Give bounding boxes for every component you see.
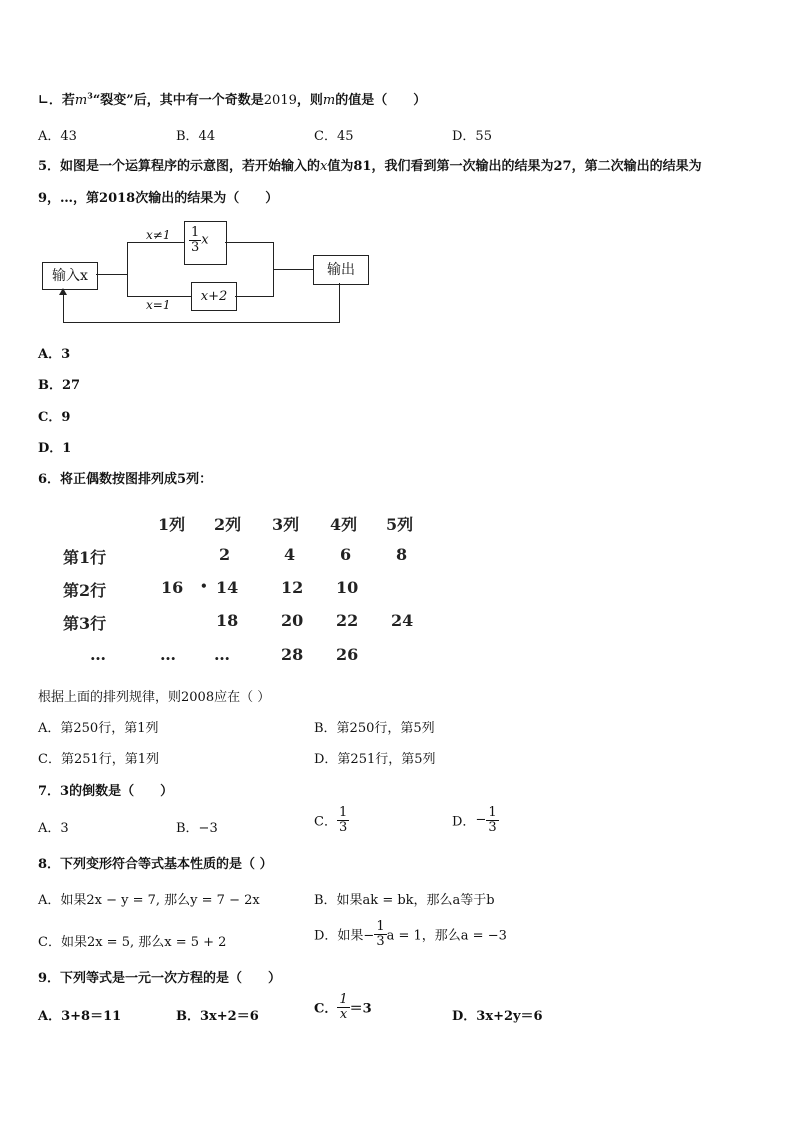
q4-prefix: ∟．若: [38, 93, 75, 108]
q4-option-b[interactable]: B．44: [176, 129, 216, 144]
q4-option-c[interactable]: C．45: [314, 129, 354, 144]
q9-c-frac: [337, 993, 349, 1021]
q4-text-end: 的值是（ ）: [335, 93, 427, 108]
q4-text-mid: “裂变”后，其中有一个奇数是: [92, 93, 264, 108]
q6-dot: •: [200, 579, 208, 593]
flow-frac-den: 3: [191, 239, 200, 255]
q8-option-c[interactable]: C．如果2x = 5, 那么x = 5 + 2: [38, 935, 227, 950]
q9-c-den: x: [339, 1006, 348, 1022]
q8-d-den: 3: [376, 933, 385, 949]
q7-d-num: 1: [488, 805, 497, 820]
q6-cell: 6: [340, 545, 352, 564]
q4-var-m: m: [74, 93, 88, 108]
flow-output-label: 输出: [327, 262, 355, 278]
q6-cell: 2: [219, 545, 231, 564]
q7-d-den: 3: [488, 819, 497, 835]
q6-cell: …: [214, 645, 230, 664]
flow-plus-label: x+2: [200, 289, 228, 304]
q6-cell: 18: [216, 611, 239, 630]
q7-option-c[interactable]: [314, 806, 349, 834]
q9-option-d[interactable]: D．3x+2y＝6: [452, 1009, 543, 1024]
q9-option-b[interactable]: B．3x+2＝6: [176, 1009, 259, 1024]
q8-option-b[interactable]: B．如果ak = bk，那么a等于b: [314, 893, 495, 908]
q6-stem: 6．将正偶数按图排列成5列：: [38, 472, 213, 487]
q8-d-num: 1: [376, 919, 385, 934]
q7-option-c-frac: [337, 806, 349, 834]
q6-cell: 24: [391, 611, 414, 630]
q6-cell: 28: [281, 645, 304, 664]
q8-stem: 8．下列变形符合等式基本性质的是（ ）: [38, 857, 273, 872]
q6-cell: 4: [284, 545, 296, 564]
q4-option-a[interactable]: A．43: [38, 129, 77, 144]
q7-option-d-frac: [486, 806, 498, 834]
flow-cond-ne: x≠1: [146, 228, 171, 242]
q6-col-header-5: 5列: [386, 515, 414, 534]
q6-row-label-3: 第3行: [63, 614, 107, 633]
q5-line1-a: 5．如图是一个运算程序的示意图，若开始输入的: [38, 159, 321, 174]
q5-stem-line2: 9，…，第2018次输出的结果为（ ）: [38, 191, 279, 206]
q7-option-d[interactable]: [452, 806, 499, 834]
q8-option-d[interactable]: [314, 920, 507, 948]
q6-row-label-4: …: [90, 645, 106, 664]
q7-option-b[interactable]: B．−3: [176, 821, 218, 836]
flow-input-label: 输入x: [52, 268, 88, 284]
q5-option-a[interactable]: A．3: [38, 347, 71, 362]
q7-c-num: 1: [338, 805, 348, 820]
q5-option-d[interactable]: D．1: [38, 441, 72, 456]
q6-question: 根据上面的排列规律，则2008应在（ ）: [38, 690, 271, 705]
q4-text-then: ，则: [296, 93, 323, 108]
q5-option-c[interactable]: C．9: [38, 410, 71, 425]
q6-option-a[interactable]: A．第250行，第1列: [38, 721, 159, 736]
q6-cell: 26: [336, 645, 359, 664]
q6-col-header-1: 1列: [158, 515, 186, 534]
q8-d-frac: [374, 920, 386, 948]
q7-stem: 7．3的倒数是（ ）: [38, 784, 174, 799]
q6-cell: 20: [281, 611, 304, 630]
q6-col-header-2: 2列: [214, 515, 242, 534]
flow-frac-num: 1: [191, 225, 200, 240]
q8-d-pre: D．如果−: [314, 928, 375, 944]
q9-c-num: 1: [339, 992, 348, 1007]
flow-frac-var: x: [201, 232, 209, 248]
q6-cell: 10: [336, 578, 359, 597]
q6-option-b[interactable]: B．第250行，第5列: [314, 721, 435, 736]
q6-cell: 16: [161, 578, 184, 597]
q7-option-c-label: C．: [314, 814, 337, 830]
q6-cell: …: [160, 645, 176, 664]
q6-option-c[interactable]: C．第251行，第1列: [38, 752, 160, 767]
q6-row-label-2: 第2行: [63, 581, 107, 600]
q7-option-a[interactable]: A．3: [38, 821, 69, 836]
q4-exp: 3: [87, 90, 93, 101]
q6-col-header-4: 4列: [330, 515, 358, 534]
q9-option-c[interactable]: [314, 993, 372, 1021]
q4-option-d[interactable]: D．55: [452, 129, 492, 144]
flow-cond-eq: x=1: [146, 298, 171, 312]
q9-stem: 9．下列等式是一元一次方程的是（ ）: [38, 971, 282, 986]
q8-d-post: a = 1，那么a = −3: [386, 928, 507, 944]
q6-cell: 14: [216, 578, 239, 597]
q6-option-d[interactable]: D．第251行，第5列: [314, 752, 436, 767]
q4-num: 2019: [263, 93, 297, 108]
q7-option-d-sign: −: [475, 812, 487, 828]
q4-var-m2: m: [322, 93, 336, 108]
q5-option-b[interactable]: B．27: [38, 378, 81, 393]
q5-var-x: x: [320, 159, 328, 174]
q5-line1-b: 值为81，我们看到第一次输出的结果为27，第二次输出的结果为: [327, 159, 702, 174]
q9-option-a[interactable]: A．3+8＝11: [38, 1009, 122, 1024]
q6-cell: 8: [396, 545, 408, 564]
q8-option-a[interactable]: A．如果2x − y = 7, 那么y = 7 − 2x: [38, 893, 260, 908]
q6-row-label-1: 第1行: [63, 548, 107, 567]
q7-option-d-label: D．: [452, 814, 476, 830]
q6-col-header-3: 3列: [272, 515, 300, 534]
q6-cell: 22: [336, 611, 359, 630]
q9-c-post: ＝3: [349, 1001, 372, 1017]
q9-c-label: C．: [314, 1001, 338, 1017]
q7-c-den: 3: [338, 819, 348, 835]
q6-cell: 12: [281, 578, 304, 597]
